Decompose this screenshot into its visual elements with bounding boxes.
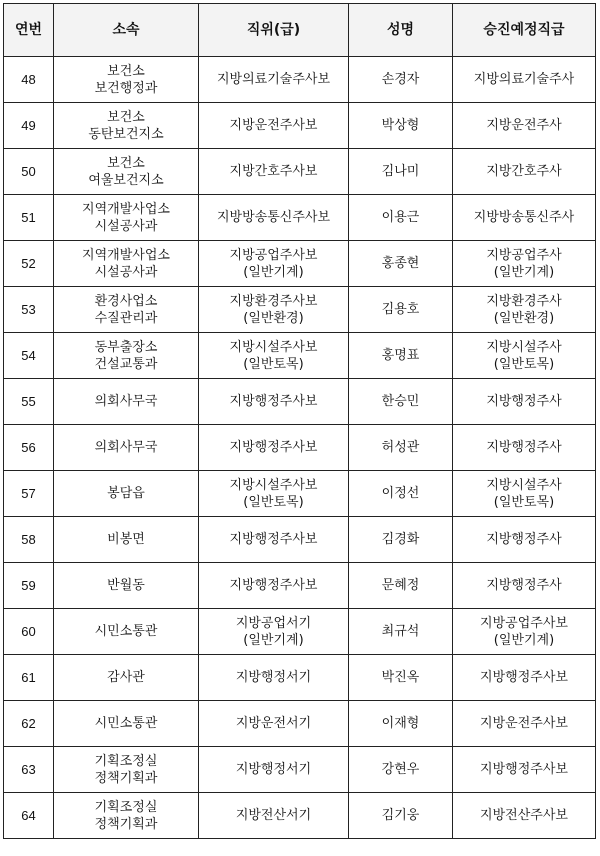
- cell-name: 허성관: [349, 425, 453, 471]
- table-row: [4, 563, 596, 609]
- cell-department: 보건소 동탄보건지소: [54, 103, 199, 149]
- cell-name: 박진옥: [349, 655, 453, 701]
- table-row: [4, 333, 596, 379]
- cell-name: 홍종현: [349, 241, 453, 287]
- cell-name: 김기웅: [349, 793, 453, 839]
- header-name: 성명: [349, 4, 453, 57]
- cell-name: 김용호: [349, 287, 453, 333]
- cell-position-grade: 지방환경주사보 (일반환경): [199, 287, 349, 333]
- cell-serial-number: 57: [4, 471, 54, 517]
- cell-serial-number: 55: [4, 379, 54, 425]
- cell-serial-number: 61: [4, 655, 54, 701]
- cell-serial-number: 59: [4, 563, 54, 609]
- cell-serial-number: 53: [4, 287, 54, 333]
- cell-department: 시민소통관: [54, 609, 199, 655]
- cell-promotion-grade: 지방방송통신주사: [453, 195, 596, 241]
- table-row: [4, 471, 596, 517]
- cell-position-grade: 지방행정주사보: [199, 379, 349, 425]
- cell-department: 기획조정실 정책기획과: [54, 747, 199, 793]
- cell-department: 환경사업소 수질관리과: [54, 287, 199, 333]
- cell-department: 의회사무국: [54, 425, 199, 471]
- table-row: [4, 57, 596, 103]
- cell-department: 보건소 보건행정과: [54, 57, 199, 103]
- cell-serial-number: 49: [4, 103, 54, 149]
- cell-name: 김나미: [349, 149, 453, 195]
- cell-promotion-grade: 지방간호주사: [453, 149, 596, 195]
- cell-name: 문혜정: [349, 563, 453, 609]
- cell-serial-number: 51: [4, 195, 54, 241]
- cell-promotion-grade: 지방운전주사보: [453, 701, 596, 747]
- header-department: 소속: [54, 4, 199, 57]
- cell-serial-number: 48: [4, 57, 54, 103]
- cell-department: 봉담읍: [54, 471, 199, 517]
- header-serial-number: 연번: [4, 4, 54, 57]
- table-row: [4, 747, 596, 793]
- cell-position-grade: 지방운전주사보: [199, 103, 349, 149]
- cell-promotion-grade: 지방행정주사: [453, 563, 596, 609]
- table-row: [4, 103, 596, 149]
- cell-department: 반월동: [54, 563, 199, 609]
- cell-promotion-grade: 지방행정주사: [453, 379, 596, 425]
- cell-position-grade: 지방전산서기: [199, 793, 349, 839]
- cell-serial-number: 64: [4, 793, 54, 839]
- table-body: [4, 57, 596, 839]
- cell-department: 지역개발사업소 시설공사과: [54, 241, 199, 287]
- table-row: [4, 287, 596, 333]
- cell-serial-number: 60: [4, 609, 54, 655]
- cell-position-grade: 지방공업주사보 (일반기계): [199, 241, 349, 287]
- cell-department: 시민소통관: [54, 701, 199, 747]
- cell-name: 김경화: [349, 517, 453, 563]
- header-promotion-grade: 승진예정직급: [453, 4, 596, 57]
- cell-serial-number: 63: [4, 747, 54, 793]
- cell-promotion-grade: 지방의료기술주사: [453, 57, 596, 103]
- cell-promotion-grade: 지방행정주사보: [453, 747, 596, 793]
- promotion-roster-table: [3, 3, 596, 839]
- cell-department: 기획조정실 정책기획과: [54, 793, 199, 839]
- cell-position-grade: 지방행정서기: [199, 655, 349, 701]
- cell-promotion-grade: 지방시설주사 (일반토목): [453, 333, 596, 379]
- cell-name: 강현우: [349, 747, 453, 793]
- table-row: [4, 701, 596, 747]
- cell-promotion-grade: 지방행정주사보: [453, 655, 596, 701]
- cell-position-grade: 지방시설주사보 (일반토목): [199, 471, 349, 517]
- cell-name: 이정선: [349, 471, 453, 517]
- cell-serial-number: 52: [4, 241, 54, 287]
- cell-position-grade: 지방의료기술주사보: [199, 57, 349, 103]
- table-row: [4, 609, 596, 655]
- cell-department: 의회사무국: [54, 379, 199, 425]
- header-row: [4, 4, 596, 57]
- table-row: [4, 241, 596, 287]
- cell-serial-number: 54: [4, 333, 54, 379]
- cell-name: 손경자: [349, 57, 453, 103]
- cell-promotion-grade: 지방행정주사: [453, 425, 596, 471]
- cell-department: 보건소 여울보건지소: [54, 149, 199, 195]
- cell-position-grade: 지방시설주사보 (일반토목): [199, 333, 349, 379]
- cell-department: 비봉면: [54, 517, 199, 563]
- table-row: [4, 195, 596, 241]
- cell-promotion-grade: 지방전산주사보: [453, 793, 596, 839]
- cell-serial-number: 58: [4, 517, 54, 563]
- header-position-grade: 직위(급): [199, 4, 349, 57]
- cell-position-grade: 지방행정주사보: [199, 517, 349, 563]
- cell-serial-number: 50: [4, 149, 54, 195]
- cell-promotion-grade: 지방행정주사: [453, 517, 596, 563]
- cell-position-grade: 지방방송통신주사보: [199, 195, 349, 241]
- cell-position-grade: 지방운전서기: [199, 701, 349, 747]
- table-row: [4, 517, 596, 563]
- table-row: [4, 425, 596, 471]
- cell-promotion-grade: 지방환경주사 (일반환경): [453, 287, 596, 333]
- cell-promotion-grade: 지방공업주사 (일반기계): [453, 241, 596, 287]
- cell-promotion-grade: 지방운전주사: [453, 103, 596, 149]
- cell-name: 이용근: [349, 195, 453, 241]
- cell-serial-number: 56: [4, 425, 54, 471]
- cell-serial-number: 62: [4, 701, 54, 747]
- table-row: [4, 149, 596, 195]
- cell-position-grade: 지방간호주사보: [199, 149, 349, 195]
- cell-department: 감사관: [54, 655, 199, 701]
- cell-name: 이재형: [349, 701, 453, 747]
- cell-department: 동부출장소 건설교통과: [54, 333, 199, 379]
- cell-name: 박상형: [349, 103, 453, 149]
- cell-position-grade: 지방공업서기 (일반기계): [199, 609, 349, 655]
- cell-promotion-grade: 지방시설주사 (일반토목): [453, 471, 596, 517]
- cell-name: 최규석: [349, 609, 453, 655]
- table-row: [4, 793, 596, 839]
- table-header: [4, 4, 596, 57]
- cell-position-grade: 지방행정서기: [199, 747, 349, 793]
- table-row: [4, 379, 596, 425]
- table-row: [4, 655, 596, 701]
- cell-department: 지역개발사업소 시설공사과: [54, 195, 199, 241]
- cell-position-grade: 지방행정주사보: [199, 563, 349, 609]
- cell-promotion-grade: 지방공업주사보 (일반기계): [453, 609, 596, 655]
- cell-name: 한승민: [349, 379, 453, 425]
- cell-name: 홍명표: [349, 333, 453, 379]
- cell-position-grade: 지방행정주사보: [199, 425, 349, 471]
